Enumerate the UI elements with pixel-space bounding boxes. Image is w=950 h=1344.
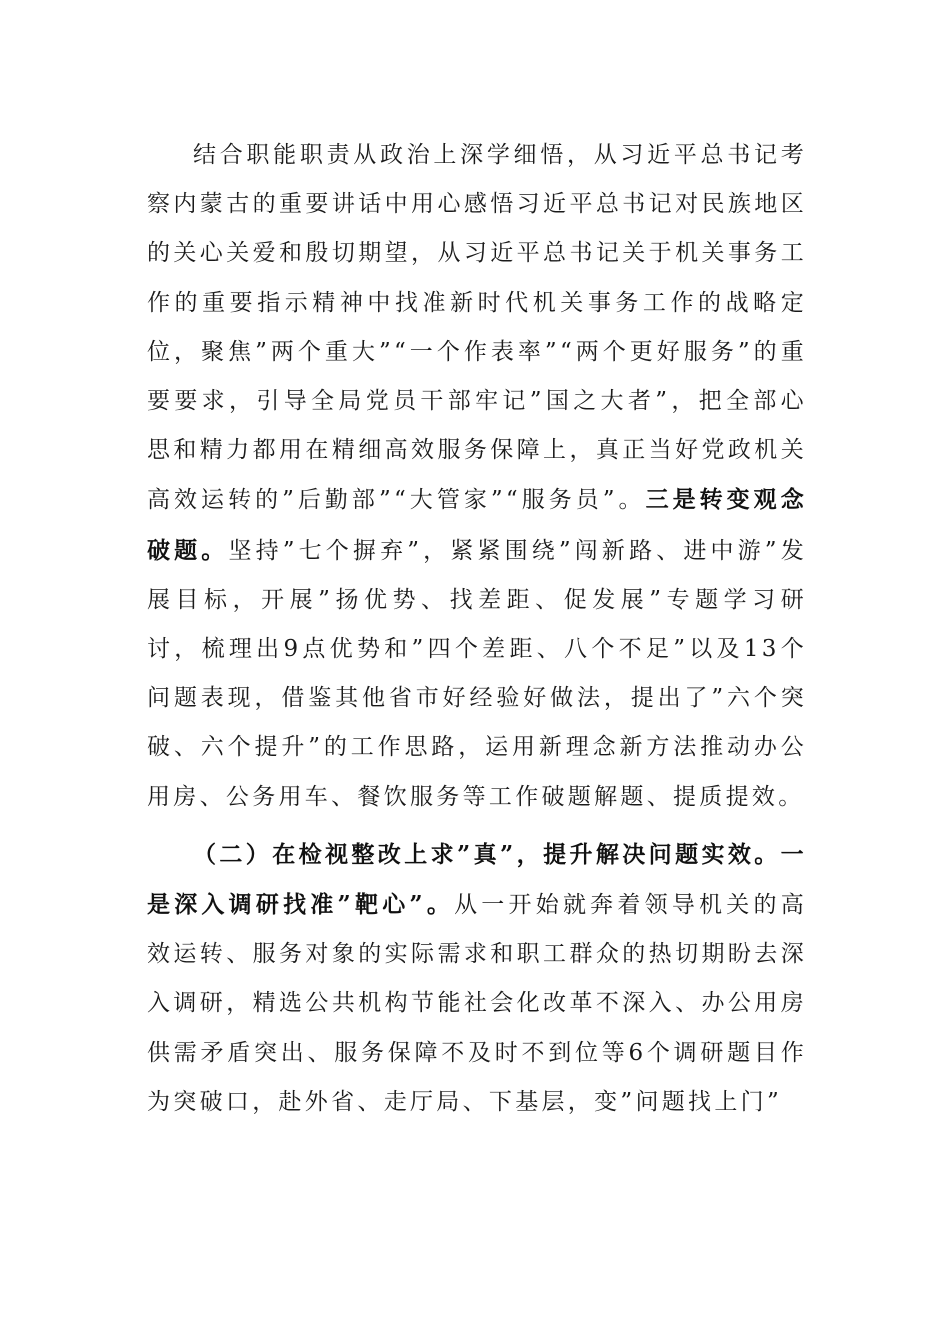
paragraph-2-bold-heading: （二）在检视整改上求”真”，提升解决问题实效。一是深入调研找准”靶心”。: [147, 840, 807, 919]
paragraph-2: [147, 830, 807, 1127]
document-body: [147, 131, 807, 1127]
paragraph-2-text: 从一开始就奔着领导机关的高效运转、服务对象的实际需求和职工群众的热切期盼去深入调研，精选公共机构节能社会化改革不深入、办公用房供需矛盾突出、服务保障不及时不到位等6个调研题目作为突破口，赴外省、走厅局、下基层，变”问题找上门”: [147, 892, 807, 1115]
paragraph-1: [147, 131, 807, 822]
paragraph-1-text-a: 结合职能职责从政治上深学细悟，从习近平总书记考察内蒙古的重要讲话中用心感悟习近平总书记对民族地区的关心关爱和殷切期望，从习近平总书记关于机关事务工作的重要指示精神中找准新时代机关事务工作的战略定位，聚焦”两个重大”“一个作表率”“两个更好服务”的重要要求，引导全局党员干部牢记”国之大者”，把全部心思和精力都用在精细高效服务保障上，真正当好党政机关高效运转的”后勤部”“大管家”“服务员”。: [147, 142, 807, 514]
paragraph-1-text-b: 坚持”七个摒弃”，紧紧围绕”闯新路、进中游”发展目标，开展”扬优势、找差距、促发展”专题学习研讨，梳理出9点优势和”四个差距、八个不足”以及13个问题表现，借鉴其他省市好经验好做法，提出了”六个突破、六个提升”的工作思路，运用新理念新方法推动办公用房、公务用车、餐饮服务等工作破题解题、提质提效。: [147, 537, 808, 810]
paragraph-1-bold-heading: 三是转变观念破题。: [147, 486, 807, 564]
